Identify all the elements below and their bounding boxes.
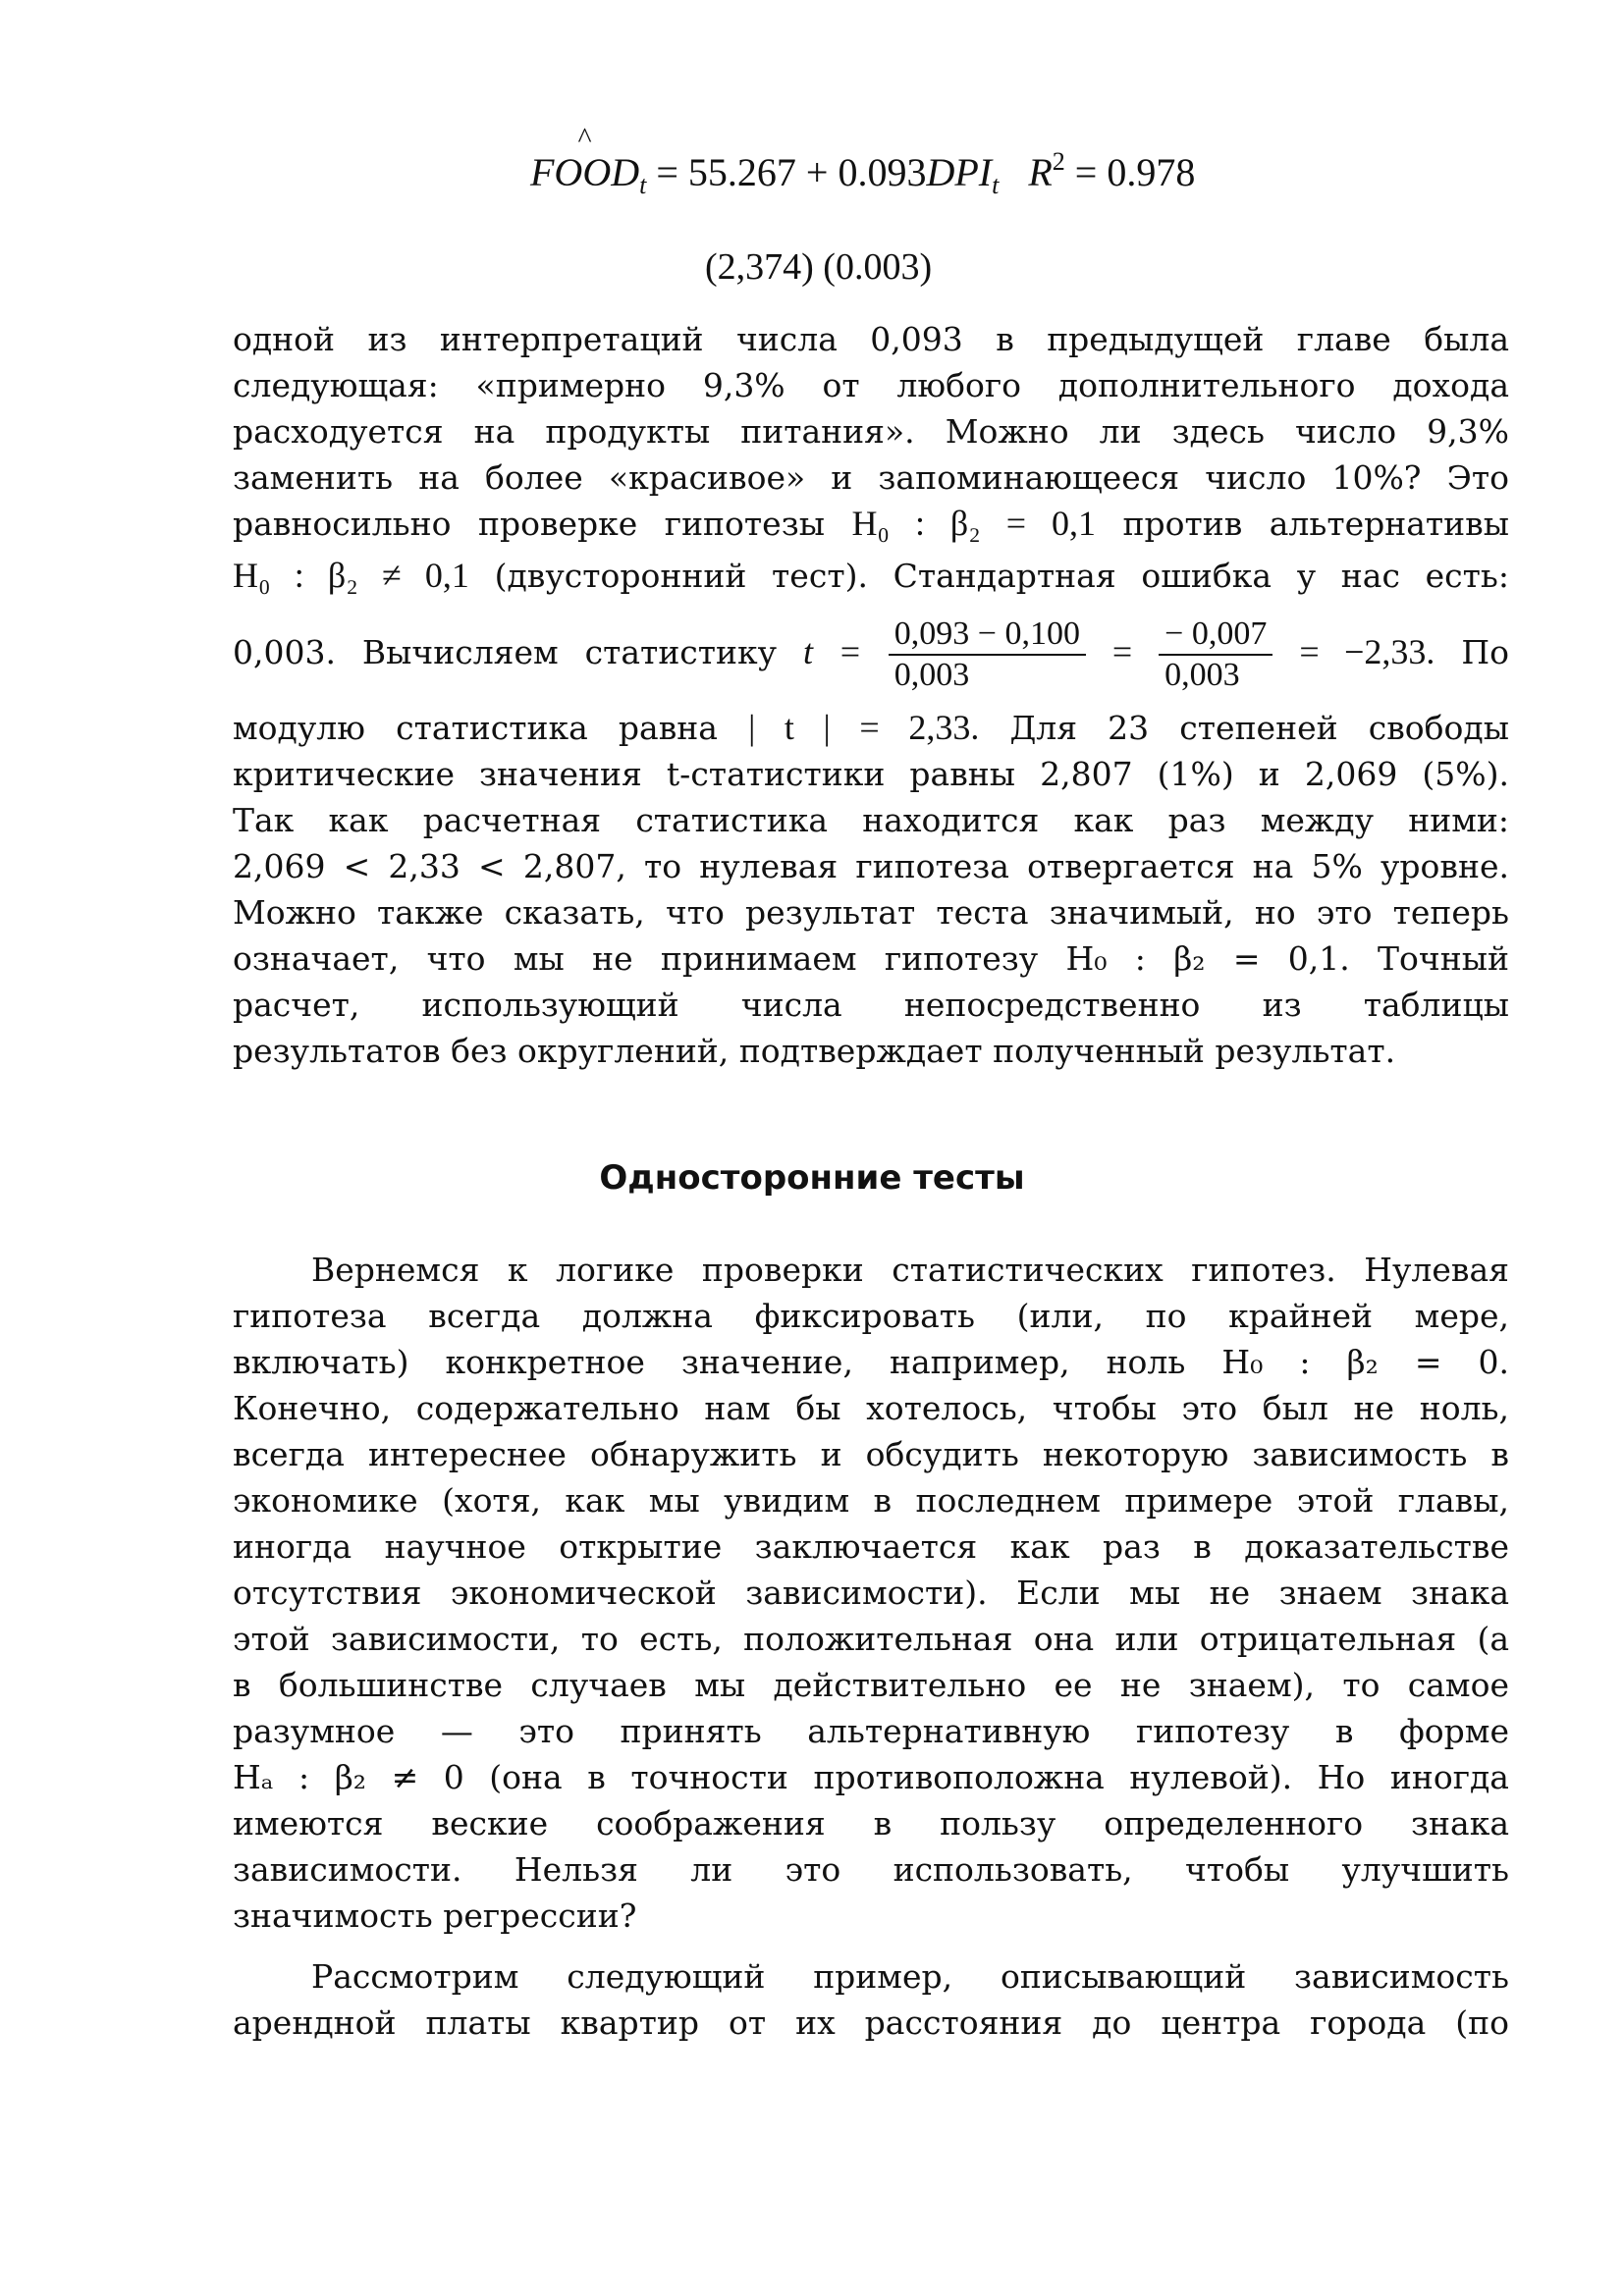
text-fragment: По xyxy=(1461,633,1509,671)
t-symbol: t = xyxy=(803,632,862,671)
dpi-variable: DPI xyxy=(926,150,993,194)
alternative-hypothesis-formula: H₀ : β₂ ≠ 0,1 xyxy=(233,556,469,595)
paragraph-2 xyxy=(233,1247,1509,1939)
text-line: значимость регрессии? xyxy=(233,1896,637,1935)
regression-equation xyxy=(530,147,1195,200)
text-line: зависимости. Нельзя ли это использовать, чтобы улучшить xyxy=(233,1850,1509,1889)
text-line: экономике (хотя, как мы увидим в последнем примере этой главы, xyxy=(233,1481,1509,1520)
text-line-with-fraction xyxy=(233,603,1509,701)
text-line: следующая: «примерно 9,3% от любого дополнительного дохода xyxy=(233,366,1509,404)
text-fragment: (двусторонний тест). Стандартная ошибка у нас есть: xyxy=(494,557,1509,595)
text-line: включать) конкретное значение, например, ноль H₀ : β₂ = 0. xyxy=(233,1343,1509,1381)
text-line xyxy=(233,553,1509,599)
text-line: имеются веские соображения в пользу определенного знака xyxy=(233,1804,1509,1842)
paragraph-3 xyxy=(233,1953,1509,2046)
text-line: в большинстве случаев мы действительно ее не знаем), то самое xyxy=(233,1666,1509,1704)
text-line: заменить на более «красивое» и запоминающееся число 10%? Это xyxy=(233,458,1509,497)
absolute-t-formula: | t | = 2,33. xyxy=(748,708,980,747)
r-squared-value: = 0.978 xyxy=(1074,150,1196,194)
text-line xyxy=(233,501,1509,547)
t-statistic-formula xyxy=(803,615,1461,693)
t-result: = −2,33. xyxy=(1299,632,1435,671)
subscript-t: t xyxy=(639,171,647,199)
text-line: означает, что мы не принимаем гипотезу H₀ : β₂ = 0,1. Точный xyxy=(233,939,1509,978)
text-fragment: 0,003. Вычисляем статистику xyxy=(233,633,778,671)
text-line: иногда научное открытие заключается как раз в доказательстве xyxy=(233,1527,1509,1566)
r-squared-label: R xyxy=(1028,150,1053,194)
text-line: Так как расчетная статистика находится как раз между ними: xyxy=(233,801,1509,839)
subscript-t-2: t xyxy=(992,171,1000,199)
text-line: Рассмотрим следующий пример, описывающий зависимость xyxy=(311,1957,1509,1996)
equation-coefficients: = 55.267 + 0.093 xyxy=(656,150,927,194)
text-fragment: модулю статистика равна xyxy=(233,709,718,747)
paragraph-1 xyxy=(233,316,1509,1074)
text-line: всегда интереснее обнаружить и обсудить некоторую зависимость в xyxy=(233,1435,1509,1473)
standard-errors: (2,374) (0.003) xyxy=(705,246,933,288)
text-line: одной из интерпретаций числа 0,093 в предыдущей главе была xyxy=(233,320,1509,358)
text-line: Вернемся к логике проверки статистических гипотез. Нулевая xyxy=(311,1251,1509,1289)
text-fragment: равносильно проверке гипотезы xyxy=(233,505,825,543)
text-line: гипотеза всегда должна фиксировать (или, по крайней мере, xyxy=(233,1297,1509,1335)
numerator: − 0,007 xyxy=(1159,614,1272,656)
text-line: отсутствия экономической зависимости). Если мы не знаем знака xyxy=(233,1574,1509,1612)
text-line: критические значения t-статистики равны 2,807 (1%) и 2,069 (5%). xyxy=(233,755,1509,793)
text-line: разумное — это принять альтернативную гипотезу в форме xyxy=(233,1712,1509,1750)
fraction-2 xyxy=(1159,614,1272,695)
text-fragment: Для 23 степеней свободы xyxy=(1009,709,1509,747)
text-line: расходуется на продукты питания». Можно ли здесь число 9,3% xyxy=(233,412,1509,451)
text-line xyxy=(233,705,1509,751)
text-line: этой зависимости, то есть, положительная она или отрицательная (а xyxy=(233,1620,1509,1658)
text-line: Hₐ : β₂ ≠ 0 (она в точности противоположна нулевой). Но иногда xyxy=(233,1758,1509,1796)
text-line: Можно также сказать, что результат теста значимый, но это теперь xyxy=(233,893,1509,932)
denominator: 0,003 xyxy=(1164,657,1240,693)
section-heading: Односторонние тесты xyxy=(599,1158,1025,1198)
numerator: 0,093 − 0,100 xyxy=(889,614,1086,656)
text-line: расчет, использующий числа непосредственно из таблицы xyxy=(233,986,1509,1024)
text-line: Конечно, содержательно нам бы хотелось, чтобы это был не ноль, xyxy=(233,1389,1509,1427)
null-hypothesis-formula: H₀ : β₂ = 0,1 xyxy=(851,504,1096,543)
text-line: результатов без округлений, подтверждает полученный результат. xyxy=(233,1032,1396,1070)
denominator: 0,003 xyxy=(893,657,970,693)
text-line: 2,069 < 2,33 < 2,807, то нулевая гипотеза отвергается на 5% уровне. xyxy=(233,847,1509,885)
food-variable: ^ FOOD xyxy=(530,149,639,195)
equals-sign: = xyxy=(1111,632,1133,671)
text-line: арендной платы квартир от их расстояния до центра города (по xyxy=(233,2003,1509,2042)
r-squared-exponent: 2 xyxy=(1052,147,1065,176)
fraction-1 xyxy=(889,614,1086,695)
text-fragment: против альтернативы xyxy=(1122,505,1509,543)
